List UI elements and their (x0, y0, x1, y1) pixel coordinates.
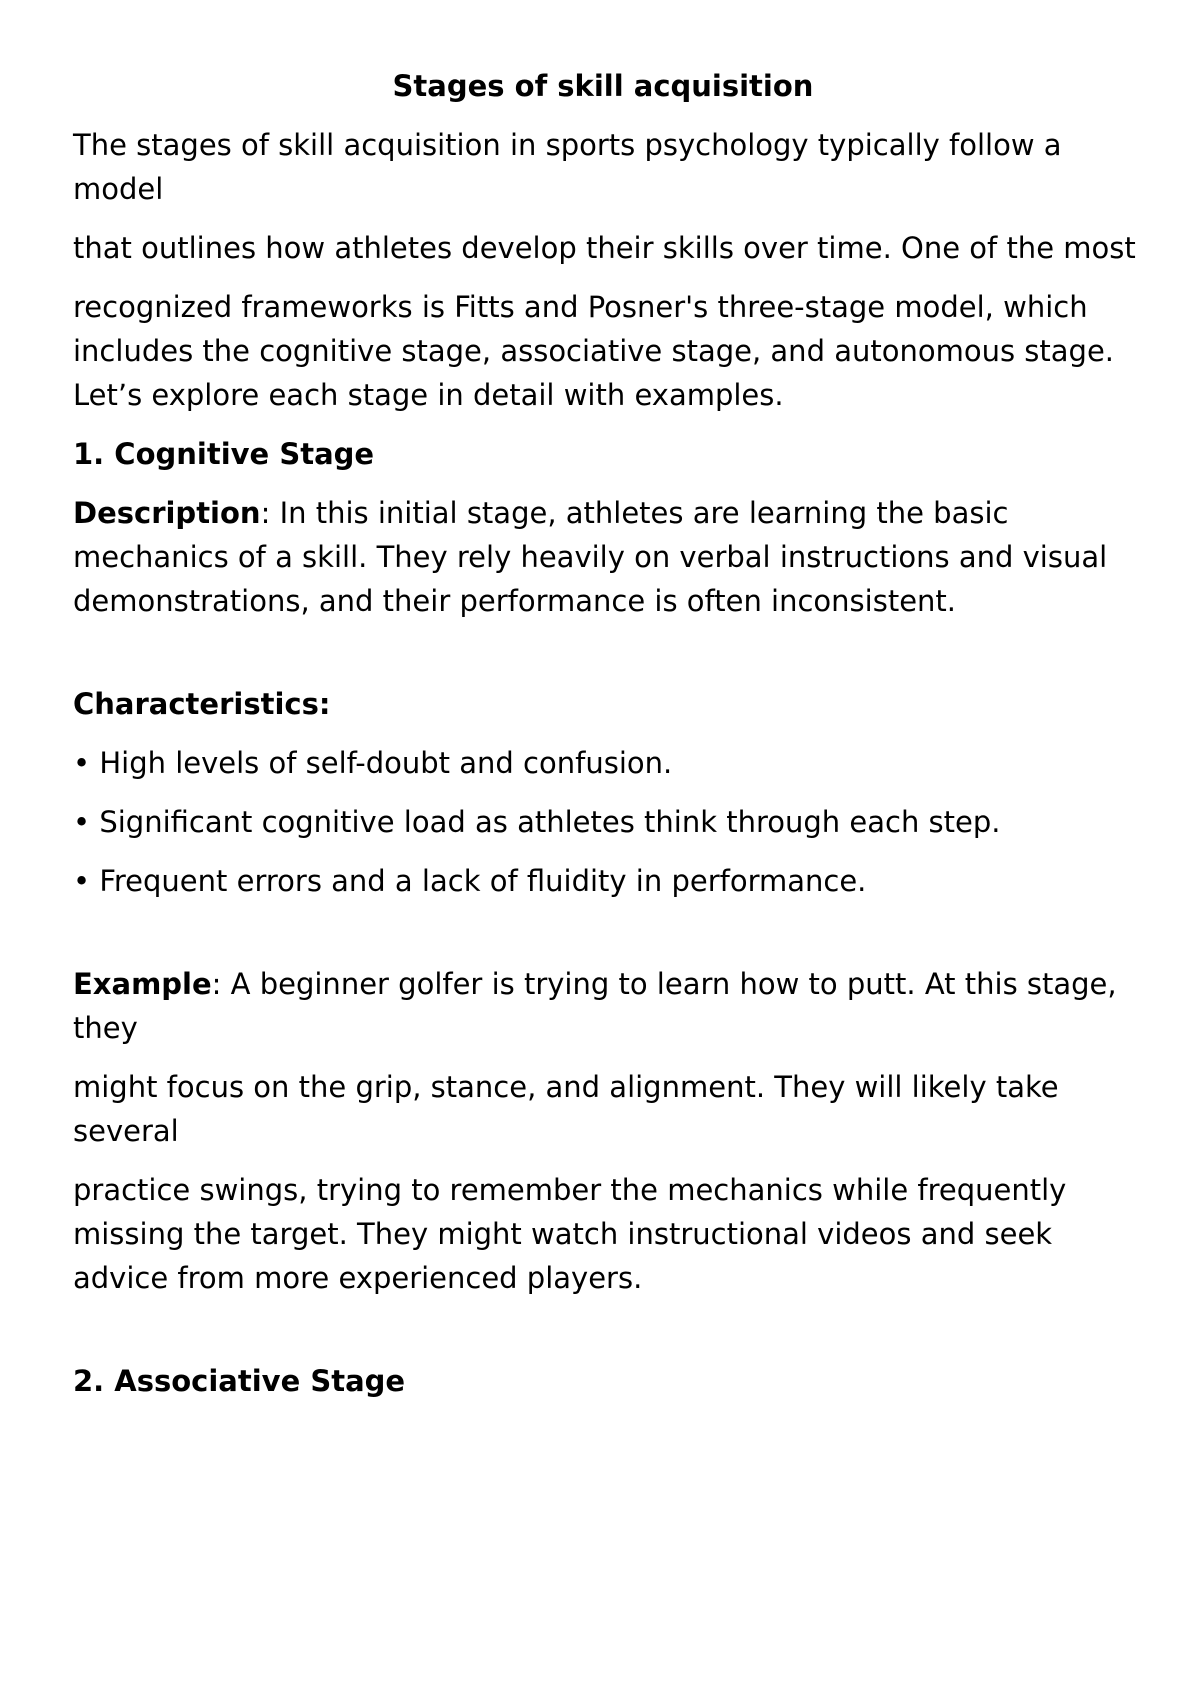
example-paragraph-2: might focus on the grip, stance, and alignment. They will likely take several (73, 1070, 1059, 1148)
example-paragraph-3: practice swings, trying to remember the mechanics while frequently missing the target. They might watch instructional videos and seek advice from more experienced players. (73, 1173, 1067, 1295)
description-paragraph (73, 491, 1143, 623)
characteristics-heading: Characteristics: (73, 687, 331, 721)
intro-paragraph-2: that outlines how athletes develop their skills over time. One of the most (73, 231, 1136, 265)
document-title: Stages of skill acquisition (392, 69, 814, 103)
description-text: : In this initial stage, athletes are learning the basic mechanics of a skill. They rely heavily on verbal instructions and visual demonstrations, and their performance is often inconsistent. (73, 496, 1108, 618)
section-heading-cognitive: 1. Cognitive Stage (73, 437, 375, 471)
example-paragraph (73, 962, 1143, 1050)
description-label: Description (73, 496, 261, 530)
bullet-item: • Significant cognitive load as athletes think through each step. (73, 805, 1001, 839)
intro-paragraph-1: The stages of skill acquisition in sports psychology typically follow a model (73, 128, 1062, 206)
section-heading-associative: 2. Associative Stage (73, 1364, 406, 1398)
bullet-item: • High levels of self-doubt and confusion. (73, 746, 673, 780)
spacer (73, 918, 1143, 962)
spacer (73, 1315, 1143, 1359)
spacer (73, 638, 1143, 682)
bullet-item: • Frequent errors and a lack of fluidity in performance. (73, 864, 867, 898)
example-text: : A beginner golfer is trying to learn how to putt. At this stage, they (73, 967, 1117, 1045)
intro-paragraph-3: recognized frameworks is Fitts and Posner's three-stage model, which includes the cognitive stage, associative stage, and autonomous stage. Let’s explore each stage in detail with examples. (73, 290, 1114, 412)
document-page (73, 64, 1143, 1418)
example-label: Example (73, 967, 212, 1001)
